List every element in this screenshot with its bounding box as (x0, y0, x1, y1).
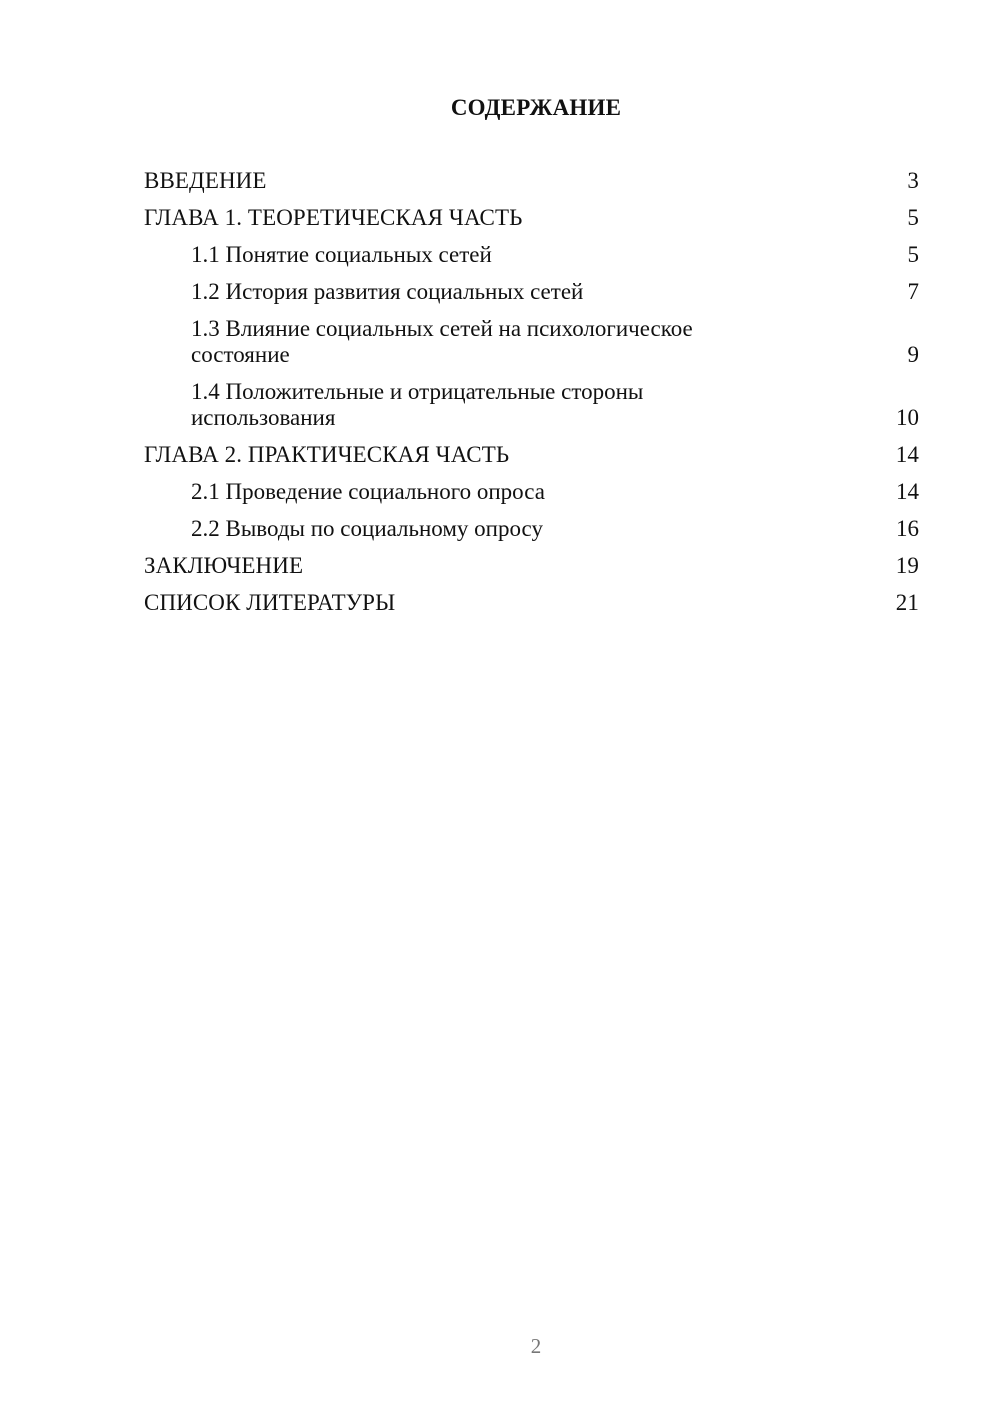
toc-entry-title: ГЛАВА 2. ПРАКТИЧЕСКАЯ ЧАСТЬ (144, 442, 510, 467)
toc-entry-introduction[interactable] (144, 168, 919, 194)
toc-entry-page: 10 (896, 405, 919, 430)
toc-entry-page: 5 (907, 242, 919, 267)
toc-entry-page: 3 (907, 168, 919, 193)
toc-entry-title: ГЛАВА 1. ТЕОРЕТИЧЕСКАЯ ЧАСТЬ (144, 205, 523, 230)
page-number: 2 (530, 1334, 542, 1358)
toc-entry-page: 5 (907, 205, 919, 230)
toc-entry-title: ЗАКЛЮЧЕНИЕ (144, 553, 304, 578)
toc-entry-chapter-2[interactable] (144, 442, 919, 468)
toc-entry-section-2-1[interactable] (144, 479, 919, 505)
toc-entry-chapter-1[interactable] (144, 205, 919, 231)
toc-entry-section-2-2[interactable] (144, 516, 919, 542)
toc-entry-title: СПИСОК ЛИТЕРАТУРЫ (144, 590, 396, 615)
toc-entry-page: 16 (896, 516, 919, 541)
toc-entry-title: 1.3 Влияние социальных сетей на психологическое состояние (191, 316, 693, 367)
toc-entry-conclusion[interactable] (144, 553, 919, 579)
toc-entry-title: 1.2 История развития социальных сетей (191, 279, 584, 304)
page-title: СОДЕРЖАНИЕ (450, 95, 622, 120)
toc-entry-page: 7 (907, 279, 919, 304)
toc-entry-page: 9 (907, 342, 919, 367)
toc-entry-page: 19 (895, 553, 919, 578)
toc-entry-section-1-1[interactable] (144, 242, 919, 268)
toc-entry-references[interactable] (144, 590, 919, 616)
toc-entry-page: 14 (895, 442, 919, 467)
toc-entry-page: 21 (895, 590, 919, 615)
toc-entry-page: 14 (896, 479, 919, 504)
table-of-contents (144, 168, 919, 627)
toc-entry-title: 1.1 Понятие социальных сетей (191, 242, 492, 267)
toc-entry-title: ВВЕДЕНИЕ (144, 168, 267, 193)
toc-entry-title: 2.1 Проведение социального опроса (191, 479, 545, 504)
toc-entry-section-1-2[interactable] (144, 279, 919, 305)
toc-entry-section-1-3[interactable] (144, 316, 919, 368)
toc-entry-section-1-4[interactable] (144, 379, 919, 431)
toc-entry-title: 2.2 Выводы по социальному опросу (191, 516, 543, 541)
toc-entry-title: 1.4 Положительные и отрицательные стороны использования (191, 379, 644, 430)
